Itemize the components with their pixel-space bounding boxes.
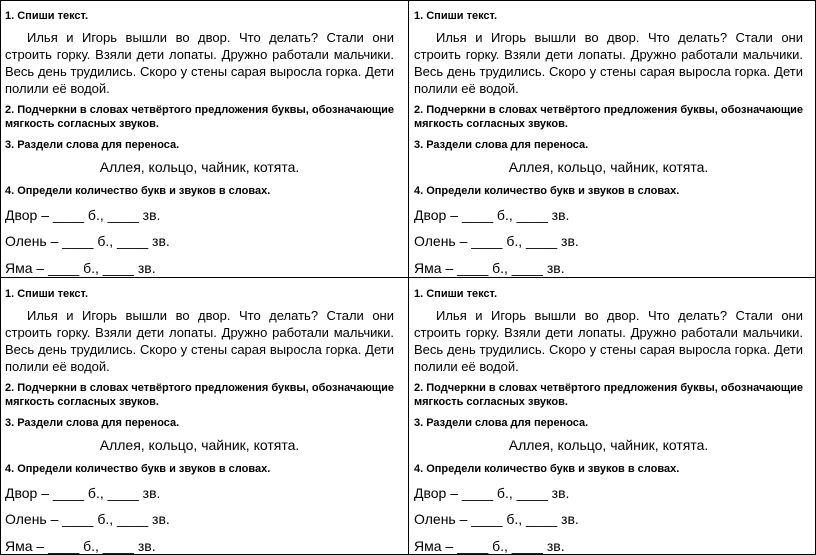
task2-title: 2. Подчеркни в словах четвёртого предложения буквы, обозначающие мягкость согласных звуков. — [414, 382, 803, 408]
task2-title: 2. Подчеркни в словах четвёртого предложения буквы, обозначающие мягкость согласных звуков. — [5, 104, 394, 130]
task4-title: 4. Определи количество букв и звуков в словах. — [5, 185, 271, 197]
letters-sounds-line-yama: Яма – ____ б., ____ зв. — [5, 538, 156, 554]
letters-sounds-line-dvor: Двор – ____ б., ____ зв. — [414, 485, 570, 501]
task1-title: 1. Спиши текст. — [5, 10, 89, 22]
worksheet-card-3 — [0, 278, 400, 555]
task3-words: Аллея, кольцо, чайник, котята. — [99, 159, 300, 175]
letters-sounds-line-yama: Яма – ____ б., ____ зв. — [414, 260, 565, 276]
task3-title: 3. Раздели слова для переноса. — [5, 139, 180, 151]
letters-sounds-line-olen: Олень – ____ б., ____ зв. — [5, 511, 170, 527]
letters-sounds-line-dvor: Двор – ____ б., ____ зв. — [5, 207, 161, 223]
letters-sounds-line-olen: Олень – ____ б., ____ зв. — [414, 233, 579, 249]
worksheet-card-4 — [409, 278, 809, 555]
letters-sounds-line-yama: Яма – ____ б., ____ зв. — [5, 260, 156, 276]
task1-title: 1. Спиши текст. — [5, 288, 89, 300]
task4-title: 4. Определи количество букв и звуков в словах. — [414, 463, 680, 475]
task3-words: Аллея, кольцо, чайник, котята. — [508, 437, 709, 453]
task4-title: 4. Определи количество букв и звуков в словах. — [414, 185, 680, 197]
task3-title: 3. Раздели слова для переноса. — [414, 139, 589, 151]
task1-text: Илья и Игорь вышли во двор. Что делать? Стали они строить горку. Взяли дети лопаты. Дружно работали мальчики. Весь день трудились. Скоро у стены сарая выросла горка. Дети полили её водой. — [414, 30, 803, 96]
task3-words: Аллея, кольцо, чайник, котята. — [508, 159, 709, 175]
task1-text: Илья и Игорь вышли во двор. Что делать? Стали они строить горку. Взяли дети лопаты. Дружно работали мальчики. Весь день трудились. Скоро у стены сарая выросла горка. Дети полили её водой. — [5, 30, 394, 96]
letters-sounds-line-olen: Олень – ____ б., ____ зв. — [414, 511, 579, 527]
task2-title: 2. Подчеркни в словах четвёртого предложения буквы, обозначающие мягкость согласных звуков. — [5, 382, 394, 408]
letters-sounds-line-dvor: Двор – ____ б., ____ зв. — [5, 485, 161, 501]
task1-text: Илья и Игорь вышли во двор. Что делать? Стали они строить горку. Взяли дети лопаты. Дружно работали мальчики. Весь день трудились. Скоро у стены сарая выросла горка. Дети полили её водой. — [414, 308, 803, 374]
task1-title: 1. Спиши текст. — [414, 10, 498, 22]
task1-text: Илья и Игорь вышли во двор. Что делать? Стали они строить горку. Взяли дети лопаты. Дружно работали мальчики. Весь день трудились. Скоро у стены сарая выросла горка. Дети полили её водой. — [5, 308, 394, 374]
task3-title: 3. Раздели слова для переноса. — [5, 417, 180, 429]
letters-sounds-line-olen: Олень – ____ б., ____ зв. — [5, 233, 170, 249]
worksheet-card-2 — [409, 0, 809, 277]
task2-title: 2. Подчеркни в словах четвёртого предложения буквы, обозначающие мягкость согласных звуков. — [414, 104, 803, 130]
task3-words: Аллея, кольцо, чайник, котята. — [99, 437, 300, 453]
task1-title: 1. Спиши текст. — [414, 288, 498, 300]
task3-title: 3. Раздели слова для переноса. — [414, 417, 589, 429]
letters-sounds-line-dvor: Двор – ____ б., ____ зв. — [414, 207, 570, 223]
letters-sounds-line-yama: Яма – ____ б., ____ зв. — [414, 538, 565, 554]
task4-title: 4. Определи количество букв и звуков в словах. — [5, 463, 271, 475]
worksheet-card-1 — [0, 0, 400, 277]
